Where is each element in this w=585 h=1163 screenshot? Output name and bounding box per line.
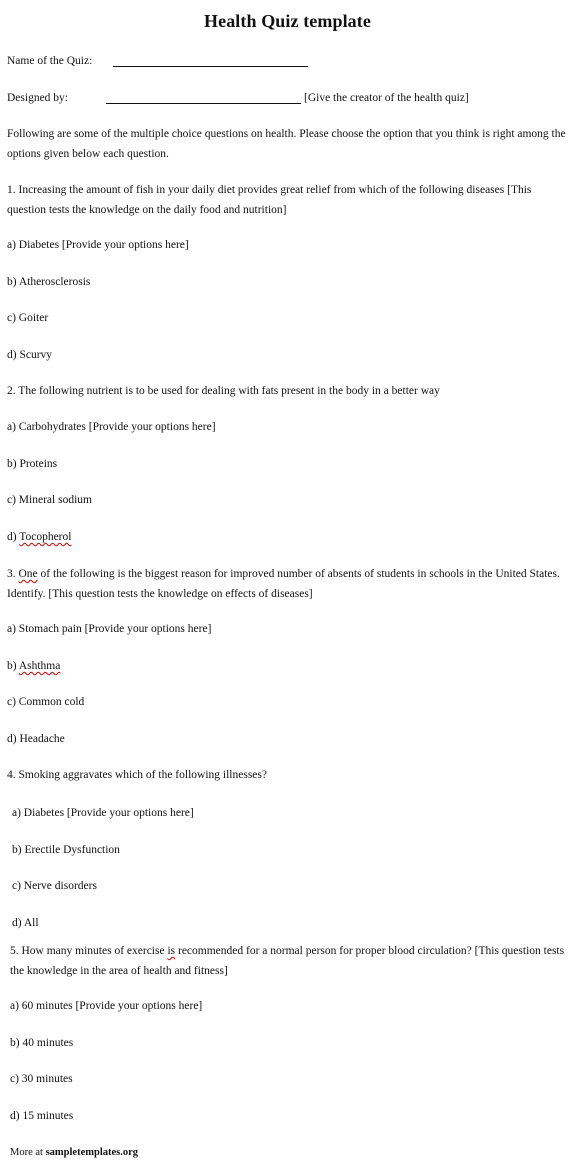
designed-by-hint: [Give the creator of the health quiz] [304, 92, 469, 104]
question-3-first-word: One [18, 568, 38, 580]
question-4-option-d: d) All [12, 917, 39, 929]
option-d-prefix: d) [7, 531, 20, 543]
footer-site-link[interactable]: sampletemplates.org [45, 1147, 139, 1158]
question-5-pre: 5. How many minutes of exercise [10, 945, 168, 957]
question-3-number: 3. [7, 568, 19, 580]
question-4-option-b: b) Erectile Dysfunction [12, 844, 120, 856]
page-title: Health Quiz template [204, 11, 371, 31]
question-1-option-b: b) Atherosclerosis [7, 276, 91, 288]
question-2-option-d [7, 527, 71, 547]
question-2-option-a: a) Carbohydrates [Provide your options here] [7, 421, 216, 433]
question-5-option-c: c) 30 minutes [10, 1073, 73, 1085]
question-5-post: recommended for a normal person for proper blood circulation? [This question tests the knowledge in the area of health and fitness] [10, 945, 565, 977]
question-3-option-a: a) Stomach pain [Provide your options here] [7, 623, 212, 635]
question-3-text [7, 564, 573, 604]
question-3-option-c: c) Common cold [7, 696, 85, 708]
question-1-text: 1. Increasing the amount of fish in your daily diet provides great relief from which of the following diseases [This question tests the knowledge on the daily food and nutrition] [7, 184, 532, 216]
quiz-name-blank[interactable] [113, 54, 308, 67]
option-d-word: Tocopherol [19, 531, 72, 543]
question-5-option-b: b) 40 minutes [10, 1037, 74, 1049]
question-3-option-b [7, 656, 60, 676]
quiz-name-row [7, 51, 92, 71]
designed-by-label: Designed by: [7, 92, 69, 104]
intro-paragraph: Following are some of the multiple choice questions on health. Please choose the option that you think is right among the options given below each question. [7, 128, 566, 160]
question-3-option-d: d) Headache [7, 733, 65, 745]
question-4-option-c: c) Nerve disorders [12, 880, 97, 892]
question-2-text: 2. The following nutrient is to be used for dealing with fats present in the body in a better way [7, 385, 440, 397]
designed-by-blank[interactable] [106, 91, 301, 104]
option-b-prefix: b) [7, 660, 19, 672]
footer [10, 1143, 138, 1163]
question-2-option-b: b) Proteins [7, 458, 58, 470]
question-1-option-a: a) Diabetes [Provide your options here] [7, 239, 189, 251]
question-2-option-c: c) Mineral sodium [7, 494, 92, 506]
option-b-word: Ashthma [18, 660, 61, 672]
question-1-option-d: d) Scurvy [7, 349, 53, 361]
question-5-is-word: is [167, 945, 176, 957]
question-5-text [10, 941, 570, 981]
question-3-rest: of the following is the biggest reason for improved number of absents of students in schools in the United States. Identify. [This question tests the knowledge on effects of diseases] [7, 568, 560, 600]
footer-prefix: More at [10, 1147, 46, 1158]
question-5-option-d: d) 15 minutes [10, 1110, 74, 1122]
question-4-text: 4. Smoking aggravates which of the following illnesses? [7, 769, 267, 781]
quiz-name-label: Name of the Quiz: [7, 55, 93, 67]
question-5-option-a: a) 60 minutes [Provide your options here] [10, 1000, 203, 1012]
question-4-option-a: a) Diabetes [Provide your options here] [12, 807, 194, 819]
question-1-option-c: c) Goiter [7, 312, 49, 324]
